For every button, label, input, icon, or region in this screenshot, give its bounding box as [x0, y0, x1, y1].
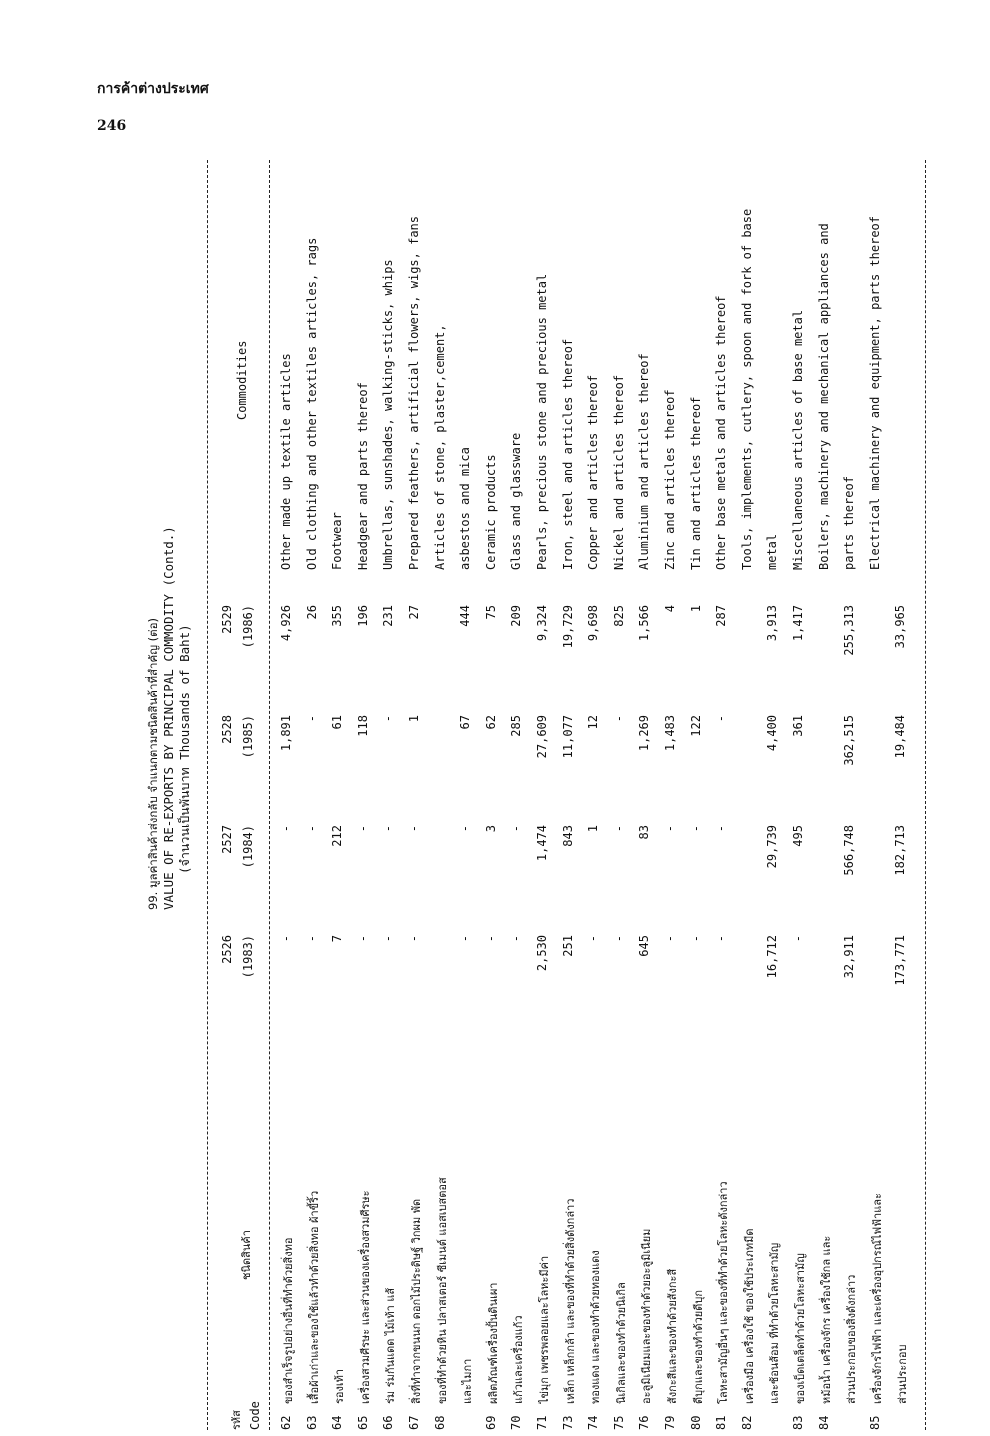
row-value-year-1: 251: [560, 935, 575, 957]
row-value-year-3: 12: [586, 715, 601, 730]
table-row: [663, 160, 691, 1430]
row-commodity-english: Articles of stone, plaster,cement,: [432, 324, 447, 570]
row-value-year-3: -: [714, 715, 729, 723]
header-year-2-be: 2527: [220, 825, 234, 854]
row-commodity-english: Electrical machinery and equipment, parts thereof: [867, 215, 882, 570]
table-row: [433, 160, 461, 1430]
row-value-year-1: 645: [637, 935, 652, 957]
table-row: [561, 160, 589, 1430]
page-number: 246: [97, 118, 127, 134]
table-row: [714, 160, 742, 1430]
row-commodity-thai: โลหะสามัญอื่นๆ และของที่ทำด้วยโลหะดังกล่าว: [717, 1181, 731, 1404]
row-commodity-thai: เหล็ก เหล็กกล้า และของที่ทำด้วยสิ่งดังกล่าว: [563, 1198, 577, 1404]
row-commodity-thai: ไข่มุก เพชรพลอยและโลหะมีค่า: [538, 1255, 551, 1404]
row-code: 79: [663, 1415, 677, 1430]
row-code: 74: [586, 1415, 601, 1430]
row-commodity-thai: ผลิตภัณฑ์เครื่องปั้นดินเผา: [486, 1282, 500, 1404]
header-year-2-ce: (1984): [241, 825, 255, 869]
header-year-1-be: 2526: [220, 935, 234, 964]
table-title-english: VALUE OF RE-EXPORTS BY PRINCIPAL COMMODITY (Contd.): [161, 526, 176, 910]
row-value-year-2: -: [611, 825, 626, 833]
row-value-year-4: 26: [304, 605, 319, 620]
header-rule: [269, 160, 270, 1430]
table-row: [458, 160, 486, 1430]
row-commodity-thai: ของที่ทำด้วยหิน ปลาสเตอร์ ซีเมนต์ แอสเบสตอส: [435, 1177, 449, 1404]
row-value-year-1: 16,712: [765, 935, 780, 979]
row-value-year-2: 1: [586, 825, 601, 833]
row-commodity-thai: สิ่งที่ทำจากขนนก ดอกไม้ประดิษฐ์ วิกผม พัด: [410, 1198, 423, 1404]
table-row: [330, 160, 358, 1430]
row-value-year-2: 495: [791, 825, 805, 847]
row-value-year-2: -: [355, 825, 370, 833]
row-code: 70: [509, 1415, 524, 1430]
row-code: 81: [714, 1415, 729, 1430]
row-commodity-thai: เสื้อผ้าเก่าและของใช้แล้วทำด้วยสิ่งทอ ผ้าขี้ริ้ว: [307, 1190, 321, 1404]
row-value-year-4: 444: [458, 605, 473, 627]
table-row: [842, 160, 870, 1430]
row-value-year-4: 9,324: [535, 605, 549, 642]
row-value-year-4: 33,965: [893, 605, 908, 649]
section-title: การค้าต่างประเทศ: [97, 81, 209, 97]
row-value-year-3: 122: [688, 715, 703, 737]
row-value-year-1: -: [791, 935, 805, 943]
row-value-year-3: 362,515: [842, 715, 857, 766]
row-value-year-4: 825: [611, 605, 626, 627]
row-value-year-2: 212: [330, 825, 345, 847]
row-commodity-english: Tin and articles thereof: [688, 396, 703, 570]
row-commodity-english: Other made up textile articles: [279, 353, 293, 570]
row-value-year-3: 285: [509, 715, 524, 737]
row-value-year-3: 1,269: [637, 715, 652, 752]
row-commodity-thai: รองเท้า: [333, 1368, 347, 1404]
row-code: 68: [432, 1415, 447, 1430]
row-value-year-4: 4,926: [279, 605, 293, 642]
row-code: 65: [355, 1415, 370, 1430]
row-code: 64: [330, 1415, 345, 1430]
row-value-year-2: -: [458, 825, 473, 833]
row-commodity-english: Miscellaneous articles of base metal: [791, 309, 805, 570]
top-rule: [207, 160, 208, 1430]
row-value-year-2: 843: [560, 825, 575, 847]
row-value-year-3: 11,077: [560, 715, 575, 759]
row-commodity-thai: ของสำเร็จรูปอย่างอื่นที่ทำด้วยสิ่งทอ: [282, 1237, 295, 1404]
row-value-year-3: 62: [483, 715, 498, 730]
row-value-year-2: -: [688, 825, 703, 833]
row-value-year-4: 27: [407, 605, 421, 620]
row-value-year-1: -: [586, 935, 601, 943]
row-commodity-english: Ceramic products: [483, 454, 498, 570]
row-value-year-4: 355: [330, 605, 345, 627]
row-commodity-thai: ทองแดง และของทำด้วยทองแดง: [589, 1250, 603, 1404]
header-commodity-thai: ชนิดสินค้า: [240, 1230, 253, 1280]
row-value-year-2: -: [509, 825, 524, 833]
row-commodity-english: Old clothing and other textiles articles, rags: [304, 237, 319, 570]
row-code: 66: [381, 1415, 396, 1430]
header-year-4-ce: (1986): [241, 605, 255, 649]
table-row: [484, 160, 512, 1430]
row-commodity-english: parts thereof: [842, 476, 857, 570]
row-value-year-1: -: [381, 935, 396, 943]
table-row: [689, 160, 717, 1430]
row-commodity-thai: สังกะสีและของทำด้วยสังกะสี: [666, 1268, 679, 1404]
table-title-thai: 99. มูลค่าสินค้าส่งกลับ จำแนกตามชนิดสินค้าที่สำคัญ (ต่อ): [146, 617, 160, 910]
row-commodity-thai: แก้วและเครื่องแก้ว: [512, 1315, 526, 1404]
row-commodity-thai: ส่วนประกอบของสิ่งดังกล่าว: [845, 1274, 859, 1404]
row-commodity-thai: เครื่องจักรไฟฟ้า และเครื่องอุปกรณ์ไฟฟ้าและ: [870, 1193, 884, 1404]
row-code: 62: [279, 1415, 293, 1430]
row-value-year-2: -: [407, 825, 421, 833]
row-commodity-thai: อะลูมิเนียมและของทำด้วยอะลูมิเนียม: [640, 1228, 654, 1404]
header-year-4-be: 2529: [220, 605, 234, 634]
row-commodity-thai: เครื่องสวมศีรษะ และส่วนของเครื่องสวมศีรษะ: [358, 1190, 372, 1404]
row-value-year-1: -: [714, 935, 729, 943]
row-code: 67: [407, 1415, 421, 1430]
row-code: 75: [611, 1415, 626, 1430]
bottom-rule: [925, 160, 926, 1430]
row-code: 71: [535, 1415, 549, 1430]
header-code-english: Code: [248, 1401, 262, 1430]
row-code: 73: [560, 1415, 575, 1430]
row-value-year-1: -: [407, 935, 421, 943]
row-value-year-1: 2,530: [535, 935, 549, 972]
header-year-1-ce: (1983): [241, 935, 255, 979]
row-value-year-4: 4: [663, 605, 677, 613]
row-code: 83: [791, 1415, 805, 1430]
table-row: [509, 160, 537, 1430]
row-value-year-3: 118: [355, 715, 370, 737]
row-value-year-2: -: [663, 825, 677, 833]
row-value-year-4: 9,698: [586, 605, 601, 642]
row-value-year-1: -: [355, 935, 370, 943]
row-code: 80: [688, 1415, 703, 1430]
row-value-year-3: 1,483: [663, 715, 677, 752]
row-value-year-3: -: [381, 715, 396, 723]
row-commodity-english: Iron, steel and articles thereof: [560, 338, 575, 570]
page-header: [97, 78, 209, 134]
table-row: [305, 160, 333, 1430]
row-code: 85: [867, 1415, 882, 1430]
row-value-year-4: 287: [714, 605, 729, 627]
row-code: 84: [816, 1415, 831, 1430]
table-row: [381, 160, 409, 1430]
row-value-year-4: 1,566: [637, 605, 652, 642]
row-value-year-3: 361: [791, 715, 805, 737]
table-row: [586, 160, 614, 1430]
row-value-year-2: 182,713: [893, 825, 908, 876]
row-commodity-english: Other base metals and articles thereof: [714, 295, 729, 570]
row-value-year-3: 27,609: [535, 715, 549, 759]
row-commodity-english: Footwear: [330, 512, 345, 570]
row-commodity-english: Tools, implements, cutlery, spoon and fork of base: [739, 208, 754, 570]
row-value-year-4: 1: [688, 605, 703, 613]
row-value-year-3: -: [304, 715, 319, 723]
table-unit: (จำนวนเป็นพันบาท Thousands of Baht): [177, 624, 192, 874]
row-commodity-english: Pearls, precious stone and precious metal: [535, 273, 549, 570]
row-commodity-english: asbestos and mica: [458, 447, 473, 570]
row-value-year-3: 4,400: [765, 715, 780, 752]
row-value-year-4: 196: [355, 605, 370, 627]
row-commodity-english: Zinc and articles thereof: [663, 389, 677, 570]
row-commodity-thai: ร่ม ร่มกันแดด ไม้เท้า แส้: [384, 1287, 398, 1404]
table-row: [868, 160, 896, 1430]
row-value-year-2: 3: [483, 825, 498, 833]
row-value-year-2: 29,739: [765, 825, 780, 869]
header-commodity-english: Commodities: [235, 340, 249, 420]
row-value-year-1: -: [509, 935, 524, 943]
row-value-year-1: -: [279, 935, 293, 943]
row-commodity-english: Headgear and parts thereof: [355, 382, 370, 570]
row-value-year-1: 32,911: [842, 935, 857, 979]
row-value-year-3: 1,891: [279, 715, 293, 752]
row-commodity-english: Glass and glassware: [509, 432, 524, 570]
row-value-year-2: -: [381, 825, 396, 833]
row-commodity-english: Umbrellas, sunshades, walking-sticks, whips: [381, 259, 396, 570]
table-row: [740, 160, 768, 1430]
table-row: [893, 160, 921, 1430]
row-value-year-4: 19,729: [560, 605, 575, 649]
table-row: [817, 160, 845, 1430]
row-value-year-3: -: [611, 715, 626, 723]
row-value-year-3: 19,484: [893, 715, 908, 759]
table-row: [535, 160, 563, 1430]
header-year-3-ce: (1985): [241, 715, 255, 759]
row-commodity-english: Aluminium and articles thereof: [637, 353, 652, 570]
row-commodity-english: metal: [765, 533, 780, 570]
row-commodity-thai: ดีบุกและของทำด้วยดีบุก: [691, 1289, 705, 1404]
row-value-year-3: 67: [458, 715, 473, 730]
header-code-thai: รหัส: [230, 1410, 243, 1430]
row-value-year-1: -: [688, 935, 703, 943]
row-value-year-2: 1,474: [535, 825, 549, 862]
row-commodity-thai: ของเบ็ดเตล็ดทำด้วยโลหะสามัญ: [794, 1253, 807, 1404]
row-commodity-thai: และไมกา: [461, 1358, 475, 1404]
row-value-year-1: -: [304, 935, 319, 943]
row-value-year-2: -: [304, 825, 319, 833]
row-value-year-1: -: [611, 935, 626, 943]
row-value-year-4: 231: [381, 605, 396, 627]
row-code: 76: [637, 1415, 652, 1430]
row-value-year-2: 83: [637, 825, 652, 840]
row-commodity-thai: และช้อนส้อม ที่ทำด้วยโลหะสามัญ: [768, 1242, 782, 1404]
row-value-year-3: 1: [407, 715, 421, 723]
row-commodity-english: Copper and articles thereof: [586, 374, 601, 570]
table-row: [765, 160, 793, 1430]
row-value-year-4: 75: [483, 605, 498, 620]
row-value-year-2: 566,748: [842, 825, 857, 876]
row-value-year-2: -: [714, 825, 729, 833]
table-title-block: [145, 526, 193, 910]
row-commodity-english: Boilers, machinery and mechanical appliances and: [816, 223, 831, 570]
row-code: 82: [739, 1415, 754, 1430]
row-value-year-3: 61: [330, 715, 345, 730]
row-commodity-english: Nickel and articles thereof: [611, 374, 626, 570]
row-value-year-1: 7: [330, 935, 345, 943]
row-commodity-thai: ส่วนประกอบ: [896, 1344, 910, 1404]
table-row: [637, 160, 665, 1430]
header-year-3-be: 2528: [220, 715, 234, 744]
row-value-year-4: 3,913: [765, 605, 780, 642]
row-value-year-1: -: [483, 935, 498, 943]
table-row: [279, 160, 307, 1430]
row-value-year-1: -: [458, 935, 473, 943]
row-value-year-2: -: [279, 825, 293, 833]
row-value-year-1: 173,771: [893, 935, 908, 986]
table-row: [356, 160, 384, 1430]
table-row: [612, 160, 640, 1430]
row-commodity-thai: นิเกิลและของทำด้วยนิเกิล: [614, 1282, 628, 1404]
row-commodity-thai: หม้อน้ำ เครื่องจักร เครื่องใช้กล และ: [819, 1235, 833, 1404]
row-code: 63: [304, 1415, 319, 1430]
table-row: [791, 160, 819, 1430]
table-row: [407, 160, 435, 1430]
row-commodity-english: Prepared feathers, artificial flowers, wigs, fans: [407, 215, 421, 570]
row-commodity-thai: เครื่องมือ เครื่องใช้ ของใช้ประเภทมีด: [742, 1228, 756, 1404]
rotated-table: [145, 160, 910, 1430]
row-value-year-1: -: [663, 935, 677, 943]
row-value-year-4: 209: [509, 605, 524, 627]
row-code: 69: [483, 1415, 498, 1430]
row-value-year-4: 255,313: [842, 605, 857, 656]
row-value-year-4: 1,417: [791, 605, 805, 642]
